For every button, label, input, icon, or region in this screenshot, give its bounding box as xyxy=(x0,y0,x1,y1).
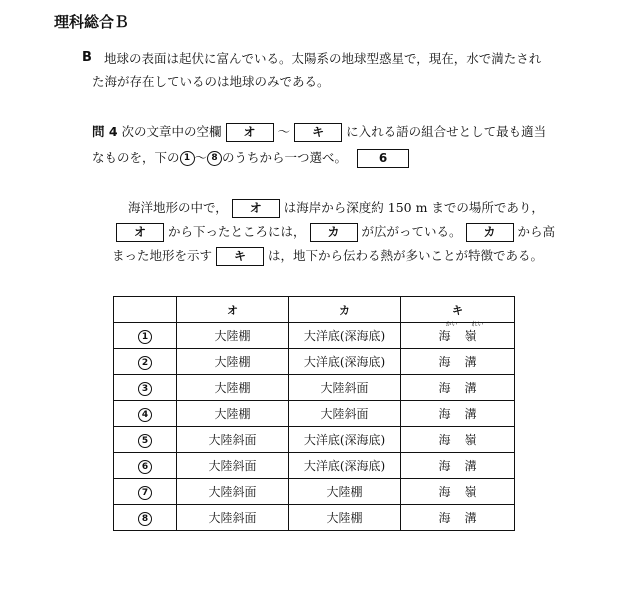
cell-text: 海溝 xyxy=(438,381,491,395)
blank-ka-box: カ xyxy=(310,223,358,242)
cell-text: 大陸棚 xyxy=(326,511,363,525)
question-text: なものを，下の xyxy=(92,150,180,165)
table-cell-ki xyxy=(401,323,515,349)
cell-text: 大陸棚 xyxy=(214,381,251,395)
cell-text: 海嶺 xyxy=(438,485,491,499)
table-header: キ xyxy=(401,297,515,323)
cell-text: 大陸棚 xyxy=(326,485,363,499)
choice-number-cell xyxy=(114,453,177,479)
blank-ki-box: キ xyxy=(294,123,342,142)
choice-number-circle: 5 xyxy=(138,434,152,448)
passage-text: が広がっている。 xyxy=(361,224,462,239)
table-cell-ka xyxy=(289,427,401,453)
table-row xyxy=(114,427,515,453)
table-cell-ka xyxy=(289,323,401,349)
question-text: 次の文章中の空欄 xyxy=(121,124,222,139)
table-cell-ki xyxy=(401,375,515,401)
cell-text: 大陸斜面 xyxy=(208,485,257,499)
page-title: 理科総合Ｂ xyxy=(54,13,130,31)
table-cell-o xyxy=(177,479,289,505)
table-cell-ki xyxy=(401,401,515,427)
table-cell-o xyxy=(177,427,289,453)
choice-number-circle: 8 xyxy=(138,512,152,526)
table-cell-ka xyxy=(289,375,401,401)
table-row xyxy=(114,375,515,401)
ruby-char: 海 かい xyxy=(438,321,465,343)
table-header: オ xyxy=(177,297,289,323)
cell-text: 大陸斜面 xyxy=(208,511,257,525)
choice-number-circle: 1 xyxy=(138,330,152,344)
intro-line-2: た海が存在しているのは地球のみである。 xyxy=(92,74,330,89)
cell-text: 海嶺 xyxy=(438,433,491,447)
ruby-char: 嶺 れい xyxy=(464,321,491,343)
answer-number-box: 6 xyxy=(357,149,409,168)
table-cell-o xyxy=(177,453,289,479)
table-cell-ka xyxy=(289,401,401,427)
cell-text: 大陸棚 xyxy=(214,355,251,369)
blank-ka-box: カ xyxy=(466,223,514,242)
cell-text: 大陸斜面 xyxy=(320,407,369,421)
choice-number-circle: 7 xyxy=(138,486,152,500)
table-cell-o xyxy=(177,505,289,531)
cell-text: 大陸棚 xyxy=(214,329,251,343)
cell-text: 大陸棚 xyxy=(214,407,251,421)
cell-text: 大洋底(深海底) xyxy=(303,329,386,343)
intro-line-1: 地球の表面は起伏に富んでいる。太陽系の地球型惑星で，現在，水で満たされ xyxy=(104,51,542,66)
cell-text: 大洋底(深海底) xyxy=(303,459,386,473)
cell-text: 海溝 xyxy=(438,407,491,421)
ruby-text: かい xyxy=(445,321,458,328)
table-cell-ka xyxy=(289,349,401,375)
cell-text: 大陸斜面 xyxy=(208,433,257,447)
table-header: カ xyxy=(289,297,401,323)
table-cell-ka xyxy=(289,453,401,479)
passage-text: から下ったところには， xyxy=(168,224,306,239)
table-cell-o xyxy=(177,323,289,349)
choice-number-cell xyxy=(114,401,177,427)
table-row xyxy=(114,479,515,505)
choice-number-cell xyxy=(114,323,177,349)
passage-line-3 xyxy=(112,246,543,266)
table-row xyxy=(114,349,515,375)
table-cell-ki xyxy=(401,453,515,479)
choice-circle-last: 8 xyxy=(207,151,222,166)
cell-text: 大陸斜面 xyxy=(320,381,369,395)
cell-text: 大洋底(深海底) xyxy=(303,433,386,447)
cell-text: 海溝 xyxy=(438,459,491,473)
choice-circle-first: 1 xyxy=(180,151,195,166)
table-row xyxy=(114,323,515,349)
table-cell-ki xyxy=(401,427,515,453)
choice-number-cell xyxy=(114,427,177,453)
table-cell-ka xyxy=(289,479,401,505)
question-line-1 xyxy=(92,122,546,142)
tilde: ～ xyxy=(194,150,208,165)
table-row xyxy=(114,505,515,531)
cell-text: 海溝 xyxy=(438,511,491,525)
section-label: B xyxy=(82,50,92,65)
blank-ki-box: キ xyxy=(216,247,264,266)
choice-number-circle: 2 xyxy=(138,356,152,370)
choice-number-circle: 4 xyxy=(138,408,152,422)
choice-number-cell xyxy=(114,375,177,401)
table-cell-ka xyxy=(289,505,401,531)
passage-line-1 xyxy=(128,198,544,218)
choice-number-cell xyxy=(114,505,177,531)
ruby-text: れい xyxy=(471,321,484,328)
cell-text xyxy=(424,321,491,343)
cell-text: 海溝 xyxy=(438,355,491,369)
choice-number-circle: 6 xyxy=(138,460,152,474)
table-row xyxy=(114,401,515,427)
answer-table xyxy=(113,296,515,531)
question-text: に入れる語の組合せとして最も適当 xyxy=(346,124,547,139)
table-row xyxy=(114,453,515,479)
table-cell-ki xyxy=(401,505,515,531)
table-header xyxy=(114,297,177,323)
question-text: のうちから一つ選べ。 xyxy=(222,150,348,165)
table-cell-ki xyxy=(401,479,515,505)
table-cell-o xyxy=(177,349,289,375)
passage-text: から高 xyxy=(517,224,556,239)
table-cell-o xyxy=(177,401,289,427)
question-line-2 xyxy=(92,148,413,168)
passage-text: は海岸から深度約 150 m までの場所であり， xyxy=(283,200,544,215)
choice-number-cell xyxy=(114,479,177,505)
blank-o-box: オ xyxy=(226,123,274,142)
question-number: 問 4 xyxy=(92,124,118,139)
table-cell-o xyxy=(177,375,289,401)
blank-o-box: オ xyxy=(116,223,164,242)
tilde: ～ xyxy=(277,124,291,139)
passage-text: は，地下から伝わる熱が多いことが特徴である。 xyxy=(268,248,544,263)
passage-line-2 xyxy=(112,222,555,242)
passage-text: 海洋地形の中で， xyxy=(128,200,228,215)
cell-text: 大陸斜面 xyxy=(208,459,257,473)
choice-number-circle: 3 xyxy=(138,382,152,396)
cell-text: 大洋底(深海底) xyxy=(303,355,386,369)
choice-number-cell xyxy=(114,349,177,375)
passage-text: まった地形を示す xyxy=(112,248,213,263)
table-cell-ki xyxy=(401,349,515,375)
blank-o-box: オ xyxy=(232,199,280,218)
